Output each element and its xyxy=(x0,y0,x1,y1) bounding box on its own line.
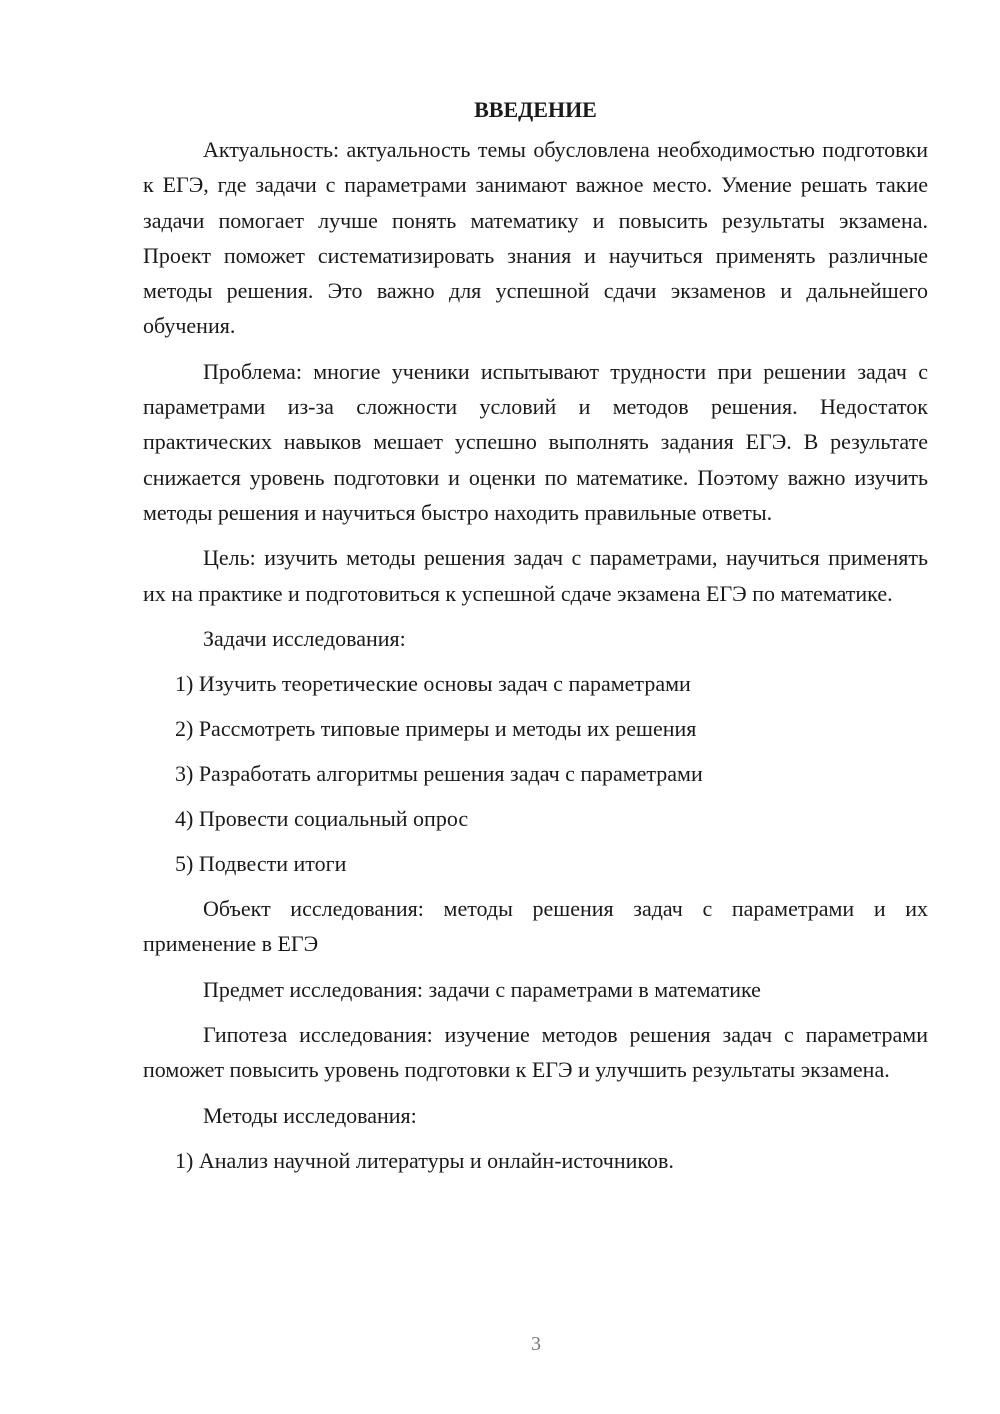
page-number: 3 xyxy=(531,1333,541,1355)
list-item: 1) Изучить теоретические основы задач с параметрами xyxy=(175,671,691,697)
list-item: 5) Подвести итоги xyxy=(175,851,347,877)
section-title: ВВЕДЕНИЕ xyxy=(474,97,597,122)
list-item: 1) Анализ научной литературы и онлайн-источников. xyxy=(175,1147,674,1173)
tasks-heading: Задачи исследования: xyxy=(203,625,406,651)
paragraph-subject: Предмет исследования: задачи с параметрами в математике xyxy=(203,976,761,1002)
paragraph-problem: Проблема: многие ученики испытывают трудности при решении задач с параметрами из-за сложности условий и методов решения. Недостаток практических навыков мешает успешно выполнять задания ЕГЭ. В результате снижается уровень подготовки и оценки по математике. Поэтому важно изучить методы решения и научиться быстро находить правильные ответы. xyxy=(143,358,928,525)
list-item: 2) Рассмотреть типовые примеры и методы их решения xyxy=(175,716,697,742)
methods-list xyxy=(143,1143,928,1178)
list-item: 4) Провести социальный опрос xyxy=(175,806,469,832)
paragraph-hypothesis: Гипотеза исследования: изучение методов решения задач с параметрами поможет повысить уровень подготовки к ЕГЭ и улучшить результаты экзамена. xyxy=(143,1022,928,1083)
paragraph-object: Объект исследования: методы решения задач с параметрами и их применение в ЕГЭ xyxy=(143,896,928,957)
list-item: 3) Разработать алгоритмы решения задач с параметрами xyxy=(175,761,703,787)
document-page xyxy=(143,92,928,1188)
methods-heading: Методы исследования: xyxy=(203,1102,417,1128)
paragraph-goal: Цель: изучить методы решения задач с параметрами, научиться применять их на практике и подготовиться к успешной сдаче экзамена ЕГЭ по математике. xyxy=(143,545,928,606)
paragraph-relevance: Актуальность: актуальность темы обусловлена необходимостью подготовки к ЕГЭ, где задачи с параметрами занимают важное место. Умение решать такие задачи помогает лучше понять математику и повысить результаты экзамена. Проект поможет систематизировать знания и научиться применять различные методы решения. Это важно для успешной сдачи экзаменов и дальнейшего обучения. xyxy=(143,137,928,339)
tasks-list xyxy=(143,666,928,881)
